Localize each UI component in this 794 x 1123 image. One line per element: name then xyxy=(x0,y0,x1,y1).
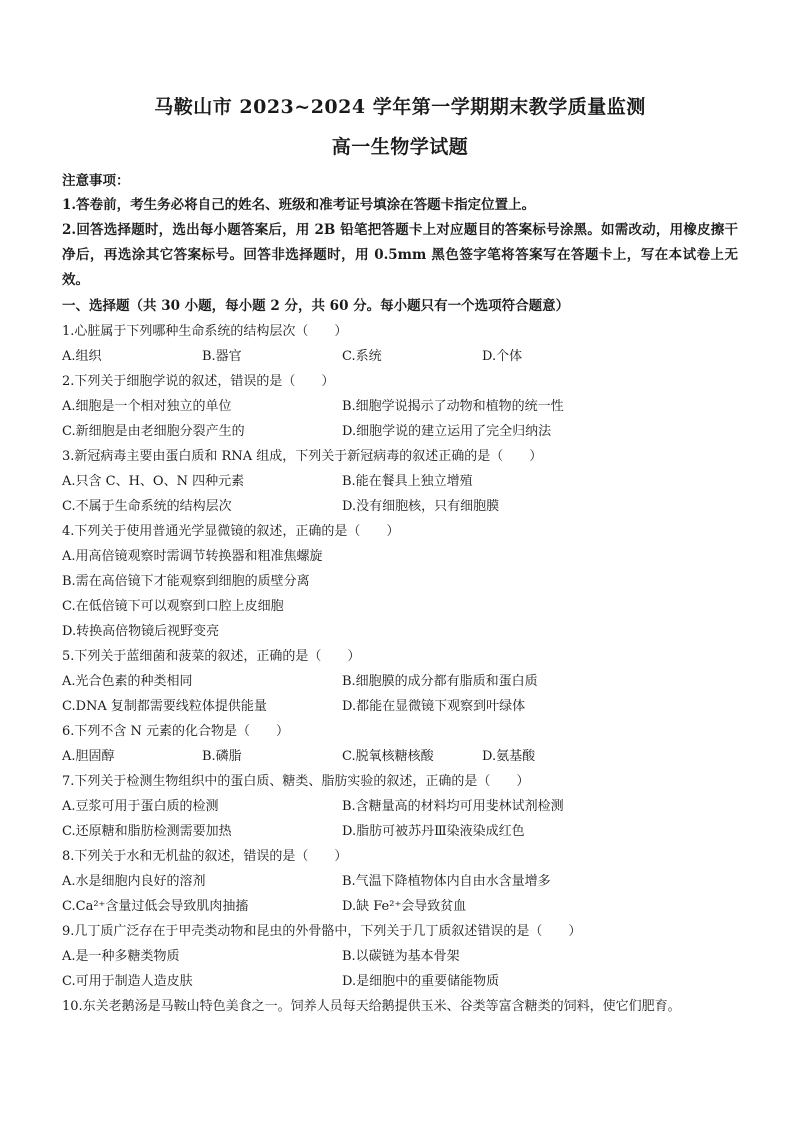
option-c: C.还原糖和脂肪检测需要加热 xyxy=(62,824,232,839)
option-d: D.转换高倍物镜后视野变亮 xyxy=(62,624,220,639)
exam-title: 马鞍山市 2023~2024 学年第一学期期末教学质量监测 xyxy=(154,96,646,118)
option-c: C.不属于生命系统的结构层次 xyxy=(62,499,232,514)
option-row xyxy=(62,544,738,569)
option-row xyxy=(62,744,738,769)
notice-heading: 注意事项： xyxy=(62,173,130,189)
notice-item-2: 2.回答选择题时，选出每小题答案后，用 2B 铅笔把答题卡上对应题目的答案标号涂黑。如需改动，用橡皮擦干净后，再选涂其它答案标号。回答非选择题时，用 0.5mm 黑色签字笔将答案写在答题卡上，写在本试卷上无效。 xyxy=(62,222,738,288)
question-stem: 7.下列关于检测生物组织中的蛋白质、糖类、脂肪实验的叙述，正确的是（ ） xyxy=(62,774,530,789)
question-2 xyxy=(62,369,738,444)
option-row xyxy=(62,344,738,369)
option-b: B.需在高倍镜下才能观察到细胞的质壁分离 xyxy=(62,574,310,589)
option-c: C.脱氧核糖核酸 xyxy=(342,749,434,764)
option-b: B.以碳链为基本骨架 xyxy=(342,949,460,964)
option-d: D.脂肪可被苏丹Ⅲ染液染成红色 xyxy=(342,824,525,839)
question-5 xyxy=(62,644,738,719)
option-row xyxy=(62,619,738,644)
option-a: A.胆固醇 xyxy=(62,749,115,764)
option-c: C.在低倍镜下可以观察到口腔上皮细胞 xyxy=(62,599,284,614)
option-d: D.个体 xyxy=(482,349,523,364)
question-stem: 8.下列关于水和无机盐的叙述，错误的是（ ） xyxy=(62,849,348,864)
notice-item-1: 1.答卷前，考生务必将自己的姓名、班级和准考证号填涂在答题卡指定位置上。 xyxy=(62,197,536,213)
option-c: C.新细胞是由老细胞分裂产生的 xyxy=(62,424,245,439)
option-row xyxy=(62,894,738,919)
question-stem: 5.下列关于蓝细菌和菠菜的叙述，正确的是（ ） xyxy=(62,649,361,664)
option-b: B.磷脂 xyxy=(202,749,242,764)
option-a: A.细胞是一个相对独立的单位 xyxy=(62,399,232,414)
option-a: A.只含 C、H、O、N 四种元素 xyxy=(62,474,245,489)
option-a: A.水是细胞内良好的溶剂 xyxy=(62,874,206,889)
section-title: 一、选择题（共 30 小题，每小题 2 分，共 60 分。每小题只有一个选项符合题意） xyxy=(62,298,570,314)
option-row xyxy=(62,694,738,719)
option-b: B.含糖量高的材料均可用斐林试剂检测 xyxy=(342,799,564,814)
question-stem: 6.下列不含 N 元素的化合物是（ ） xyxy=(62,724,290,739)
question-stem: 10.东关老鹅汤是马鞍山特色美食之一。饲养人员每天给鹅提供玉米、谷类等富含糖类的饲料，使它们肥育。 xyxy=(62,999,681,1014)
question-3 xyxy=(62,444,738,519)
option-row xyxy=(62,494,738,519)
option-row xyxy=(62,944,738,969)
question-8 xyxy=(62,844,738,919)
question-stem: 3.新冠病毒主要由蛋白质和 RNA 组成，下列关于新冠病毒的叙述正确的是（ ） xyxy=(62,449,543,464)
exam-subtitle: 高一生物学试题 xyxy=(331,136,469,158)
option-a: A.光合色素的种类相同 xyxy=(62,674,193,689)
option-d: D.都能在显微镜下观察到叶绿体 xyxy=(342,699,526,714)
question-6 xyxy=(62,719,738,769)
option-d: D.缺 Fe²⁺会导致贫血 xyxy=(342,899,467,914)
option-a: A.豆浆可用于蛋白质的检测 xyxy=(62,799,219,814)
question-stem: 2.下列关于细胞学说的叙述，错误的是（ ） xyxy=(62,374,335,389)
option-row xyxy=(62,794,738,819)
question-10 xyxy=(62,994,738,1019)
exam-page xyxy=(62,95,738,1019)
notice-block xyxy=(62,169,738,293)
option-b: B.细胞膜的成分都有脂质和蛋白质 xyxy=(342,674,538,689)
option-c: C.Ca²⁺含量过低会导致肌肉抽搐 xyxy=(62,899,249,914)
option-row xyxy=(62,969,738,994)
option-c: C.可用于制造人造皮肤 xyxy=(62,974,193,989)
option-a: A.用高倍镜观察时需调节转换器和粗准焦螺旋 xyxy=(62,549,323,564)
option-d: D.氨基酸 xyxy=(482,749,536,764)
option-c: C.系统 xyxy=(342,349,382,364)
question-stem: 4.下列关于使用普通光学显微镜的叙述，正确的是（ ） xyxy=(62,524,400,539)
option-row xyxy=(62,419,738,444)
option-b: B.器官 xyxy=(202,349,242,364)
option-b: B.细胞学说揭示了动物和植物的统一性 xyxy=(342,399,564,414)
option-c: C.DNA 复制都需要线粒体提供能量 xyxy=(62,699,267,714)
option-a: A.是一种多糖类物质 xyxy=(62,949,180,964)
option-d: D.没有细胞核，只有细胞膜 xyxy=(342,499,500,514)
option-b: B.能在餐具上独立增殖 xyxy=(342,474,473,489)
question-1 xyxy=(62,319,738,369)
option-d: D.细胞学说的建立运用了完全归纳法 xyxy=(342,424,552,439)
option-b: B.气温下降植物体内自由水含量增多 xyxy=(342,874,551,889)
option-row xyxy=(62,819,738,844)
option-row xyxy=(62,594,738,619)
option-a: A.组织 xyxy=(62,349,102,364)
question-stem: 1.心脏属于下列哪种生命系统的结构层次（ ） xyxy=(62,324,348,339)
option-row xyxy=(62,469,738,494)
question-7 xyxy=(62,769,738,844)
option-d: D.是细胞中的重要储能物质 xyxy=(342,974,500,989)
option-row xyxy=(62,669,738,694)
option-row xyxy=(62,869,738,894)
question-stem: 9.几丁质广泛存在于甲壳类动物和昆虫的外骨骼中，下列关于几丁质叙述错误的是（ ） xyxy=(62,924,582,939)
option-row xyxy=(62,394,738,419)
question-4 xyxy=(62,519,738,644)
question-9 xyxy=(62,919,738,994)
option-row xyxy=(62,569,738,594)
